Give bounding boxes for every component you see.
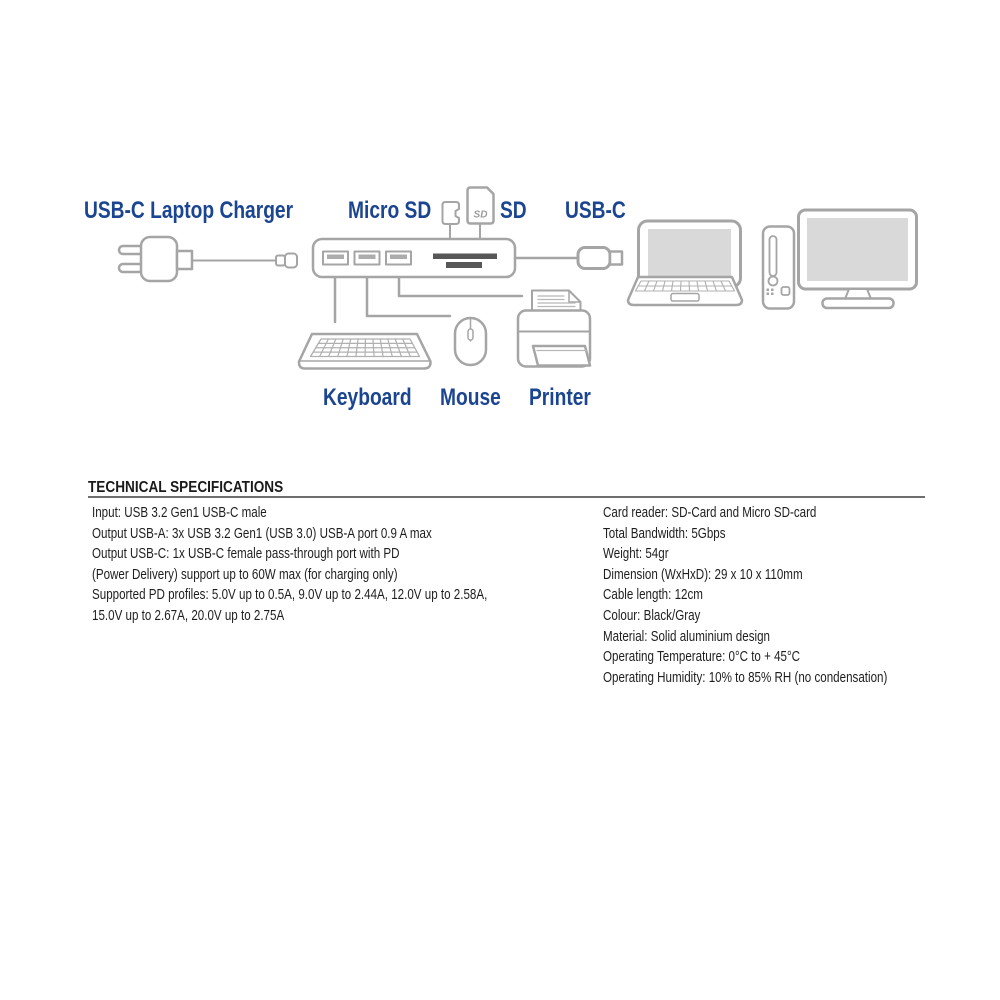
spec-line: Output USB-A: 3x USB 3.2 Gen1 (USB 3.0) USB-A port 0.9 A max xyxy=(92,525,432,542)
spec-line: Colour: Black/Gray xyxy=(603,607,701,624)
tower-pc-icon xyxy=(763,227,794,309)
spec-line: Operating Temperature: 0°C to + 45°C xyxy=(603,649,801,666)
peripheral-connection-lines xyxy=(335,277,522,322)
keyboard-icon xyxy=(299,334,431,369)
spec-line: 15.0V up to 2.67A, 20.0V up to 2.75A xyxy=(92,607,285,624)
specs-divider xyxy=(88,496,925,498)
spec-line: Output USB-C: 1x USB-C female pass-through port with PD xyxy=(92,546,400,563)
spec-line: Dimension (WxHxD): 29 x 10 x 110mm xyxy=(603,566,803,583)
label-printer: Printer xyxy=(529,384,591,411)
spec-line: Operating Humidity: 10% to 85% RH (no condensation) xyxy=(603,669,888,686)
spec-line: Material: Solid aluminium design xyxy=(603,628,770,645)
spec-line: Cable length: 12cm xyxy=(603,587,703,604)
specs-heading: TECHNICAL SPECIFICATIONS xyxy=(88,479,284,496)
label-usb-c-laptop-charger: USB-C Laptop Charger xyxy=(84,197,294,224)
charger-icon xyxy=(119,237,297,281)
label-micro-sd: Micro SD xyxy=(348,197,432,224)
spec-line: Total Bandwidth: 5Gbps xyxy=(603,525,726,542)
printer-icon xyxy=(518,291,590,367)
laptop-icon xyxy=(628,221,742,305)
specs-column-left xyxy=(92,503,487,627)
spec-line: (Power Delivery) support up to 60W max (for charging only) xyxy=(92,566,398,583)
spec-line: Input: USB 3.2 Gen1 USB-C male xyxy=(92,505,267,521)
spec-line: Card reader: SD-Card and Micro SD-card xyxy=(603,505,817,521)
hub-icon xyxy=(313,239,578,277)
mouse-icon xyxy=(455,318,486,365)
monitor-icon xyxy=(799,210,917,308)
sd-card-logo: SD xyxy=(473,209,488,221)
micro-sd-card-icon xyxy=(443,202,460,224)
label-usb-c: USB-C xyxy=(565,197,626,224)
usb-c-plug-icon xyxy=(578,248,622,269)
specs-column-right xyxy=(603,503,887,688)
label-keyboard: Keyboard xyxy=(323,384,412,411)
label-mouse: Mouse xyxy=(440,384,501,411)
sd-card-icon xyxy=(468,188,494,224)
spec-line: Weight: 54gr xyxy=(603,546,669,563)
spec-line: Supported PD profiles: 5.0V up to 0.5A, 9.0V up to 2.44A, 12.0V up to 2.58A, xyxy=(92,587,488,604)
label-sd: SD xyxy=(500,197,527,224)
